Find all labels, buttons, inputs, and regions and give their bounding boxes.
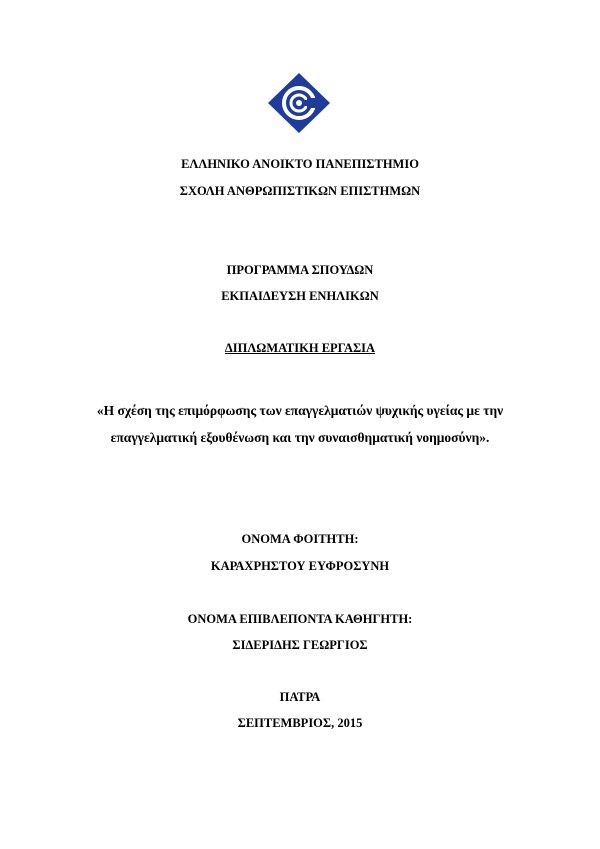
place: ΠΑΤΡΑ [279,690,321,704]
date: ΣΕΠΤΕΜΒΡΙΟΣ, 2015 [237,716,363,730]
university-name: ΕΛΛΗΝΙΚΟ ΑΝΟΙΚΤΟ ΠΑΝΕΠΙΣΤΗΜΙΟ [181,157,419,171]
supervisor-label: ΟΝΟΜΑ ΕΠΙΒΛΕΠΟΝΤΑ ΚΑΘΗΓΗΤΗ: [187,612,413,626]
supervisor-name: ΣΙΔΕΡΙΔΗΣ ΓΕΩΡΓΙΟΣ [232,638,368,652]
thesis-title: «Η σχέση της επιμόρφωσης των επαγγελματιών ψυχικής υγείας με την επαγγελματική εξουθένωση και την συναισθηματική νοημοσύνη». [96,403,504,445]
document-type [0,340,600,356]
school-name: ΣΧΟΛΗ ΑΝΘΡΩΠΙΣΤΙΚΩΝ ΕΠΙΣΤΗΜΩΝ [179,184,421,198]
document-type-text: ΔΙΠΛΩΜΑΤΙΚΗ ΕΡΓΑΣΙΑ [224,341,376,355]
program-label: ΠΡΟΓΡΑΜΜΑ ΣΠΟΥΔΩΝ [226,263,374,277]
student-name: ΚΑΡΑΧΡΗΣΤΟΥ ΕΥΦΡΟΣΥΝΗ [210,559,390,573]
university-logo-icon [267,72,331,134]
program-name: ΕΚΠΑΙΔΕΥΣΗ ΕΝΗΛΙΚΩΝ [221,289,379,303]
student-label: ΟΝΟΜΑ ΦΟΙΤΗΤΗ: [241,532,359,546]
